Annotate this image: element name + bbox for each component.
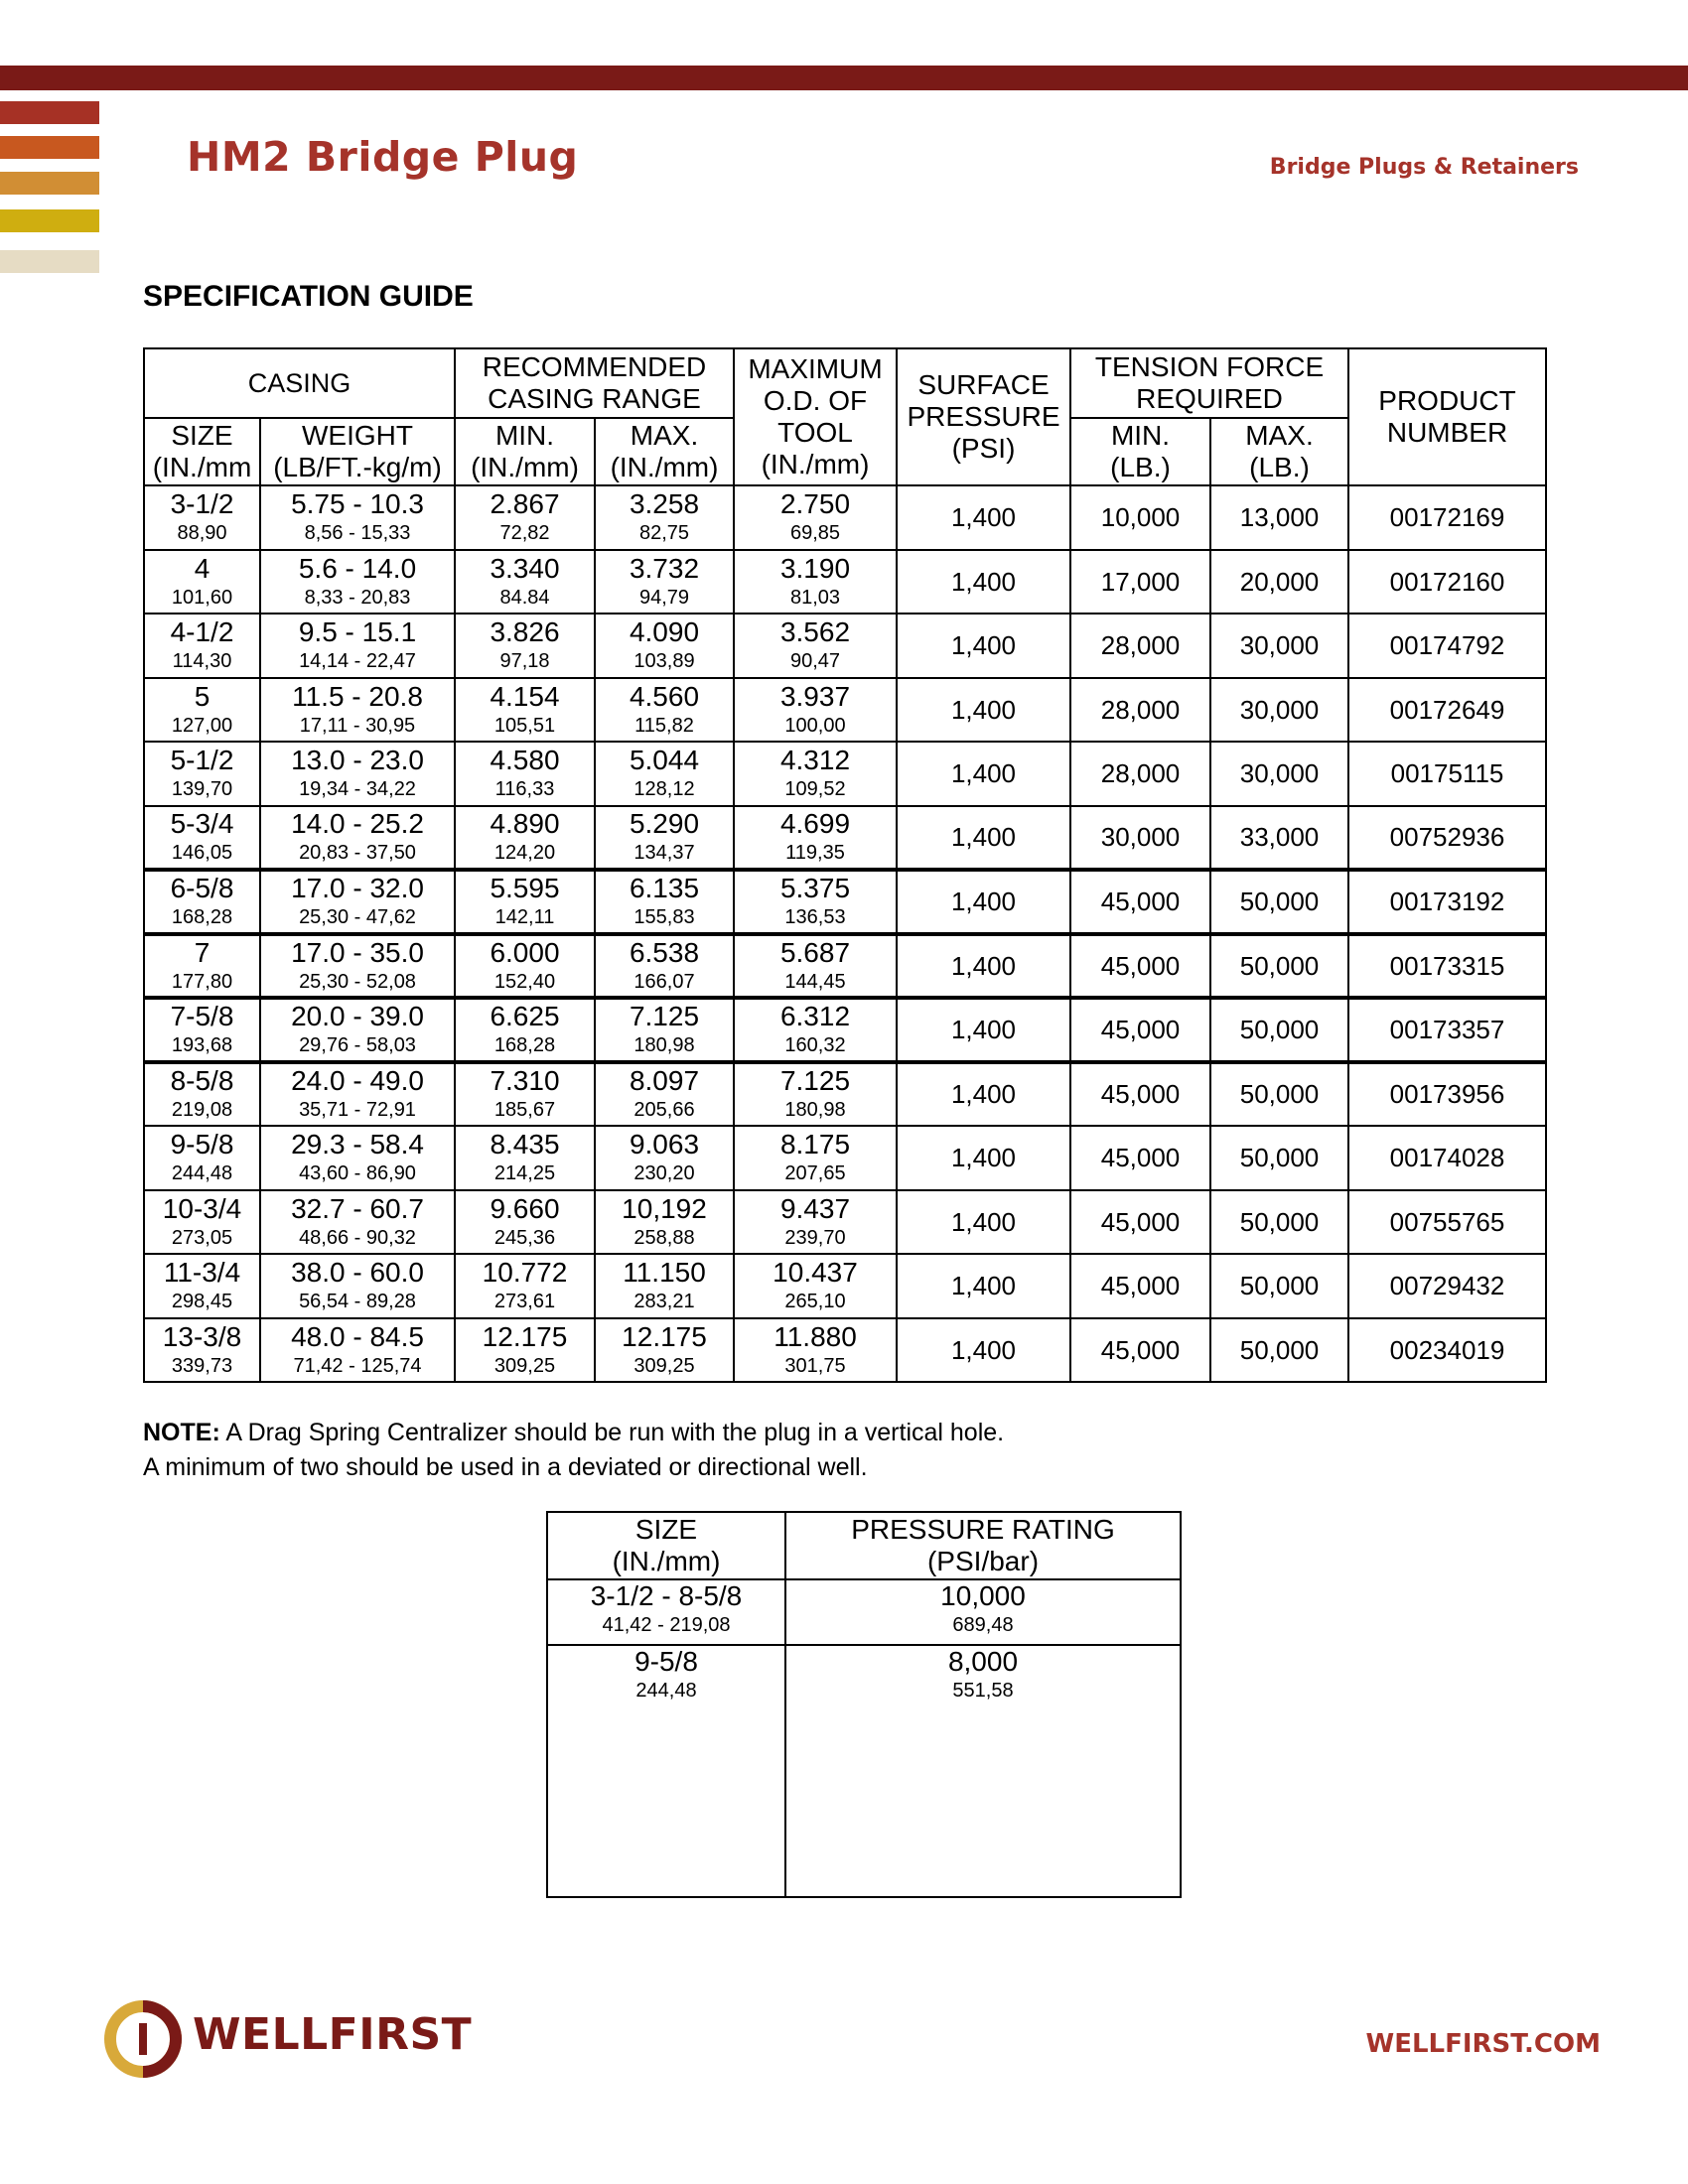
header-range-max: MAX. (IN./mm) — [595, 418, 734, 485]
size-cell: 10-3/4 273,05 — [144, 1190, 260, 1255]
table-row — [144, 1318, 1546, 1383]
header-casing: CASING — [144, 348, 455, 418]
note-label: NOTE: — [143, 1419, 220, 1446]
tension-max-cell: 50,000 — [1210, 1126, 1348, 1190]
size-cell: 3-1/2 88,90 — [144, 485, 260, 550]
note — [143, 1416, 1004, 1485]
header-tension-max: MAX. (LB.) — [1210, 418, 1348, 485]
range-max-cell: 8.097 205,66 — [595, 1062, 734, 1127]
size-cell: 5-1/2 139,70 — [144, 742, 260, 806]
range-max-cell: 4.090 103,89 — [595, 614, 734, 678]
weight-cell: 9.5 - 15.1 14,14 - 22,47 — [260, 614, 455, 678]
brand-name: WELLFIRST — [193, 2009, 473, 2060]
pressure-rating-cell: 10,000 689,48 — [785, 1579, 1181, 1645]
pressure-cell: 1,400 — [897, 998, 1070, 1062]
pressure-cell: 1,400 — [897, 870, 1070, 934]
header-recommended-range: RECOMMENDED CASING RANGE — [455, 348, 734, 418]
max-od-cell: 9.437 239,70 — [734, 1190, 897, 1255]
tension-max-cell: 30,000 — [1210, 678, 1348, 743]
weight-cell: 5.6 - 14.0 8,33 - 20,83 — [260, 550, 455, 614]
range-min-cell: 12.175 309,25 — [455, 1318, 595, 1383]
weight-cell: 5.75 - 10.3 8,56 - 15,33 — [260, 485, 455, 550]
note-text: A Drag Spring Centralizer should be run with the plug in a vertical hole. — [219, 1419, 1005, 1446]
pressure-cell: 1,400 — [897, 1190, 1070, 1255]
size-cell: 4 101,60 — [144, 550, 260, 614]
tension-min-cell: 28,000 — [1070, 614, 1210, 678]
weight-cell: 20.0 - 39.0 29,76 - 58,03 — [260, 998, 455, 1062]
range-max-cell: 3.258 82,75 — [595, 485, 734, 550]
header-max-od: MAXIMUM O.D. OF TOOL (IN./mm) — [734, 348, 897, 485]
header-size: SIZE (IN./mm) — [547, 1512, 785, 1579]
tension-min-cell: 28,000 — [1070, 678, 1210, 743]
table-row — [144, 678, 1546, 743]
pressure-cell: 1,400 — [897, 678, 1070, 743]
tension-min-cell: 45,000 — [1070, 870, 1210, 934]
website-link[interactable]: WELLFIRST.COM — [1365, 2029, 1601, 2059]
max-od-cell: 4.312 109,52 — [734, 742, 897, 806]
range-max-cell: 3.732 94,79 — [595, 550, 734, 614]
tension-min-cell: 17,000 — [1070, 550, 1210, 614]
max-od-cell: 7.125 180,98 — [734, 1062, 897, 1127]
range-min-cell: 9.660 245,36 — [455, 1190, 595, 1255]
tension-min-cell: 45,000 — [1070, 1062, 1210, 1127]
header-range-min: MIN. (IN./mm) — [455, 418, 595, 485]
range-max-cell: 10,192 258,88 — [595, 1190, 734, 1255]
weight-cell: 29.3 - 58.4 43,60 - 86,90 — [260, 1126, 455, 1190]
range-min-cell: 3.826 97,18 — [455, 614, 595, 678]
weight-cell: 38.0 - 60.0 56,54 - 89,28 — [260, 1254, 455, 1318]
note-line-1 — [143, 1416, 1004, 1450]
range-min-cell: 6.000 152,40 — [455, 934, 595, 999]
size-cell: 9-5/8 244,48 — [547, 1645, 785, 1897]
pressure-cell: 1,400 — [897, 485, 1070, 550]
max-od-cell: 3.190 81,03 — [734, 550, 897, 614]
max-od-cell: 3.562 90,47 — [734, 614, 897, 678]
table-row — [144, 614, 1546, 678]
table-row — [144, 806, 1546, 871]
pressure-rating-table — [546, 1511, 1182, 1898]
weight-cell: 14.0 - 25.2 20,83 - 37,50 — [260, 806, 455, 871]
range-min-cell: 6.625 168,28 — [455, 998, 595, 1062]
header-bar — [0, 66, 1688, 90]
max-od-cell: 3.937 100,00 — [734, 678, 897, 743]
size-cell: 6-5/8 168,28 — [144, 870, 260, 934]
weight-cell: 32.7 - 60.7 48,66 - 90,32 — [260, 1190, 455, 1255]
tension-min-cell: 45,000 — [1070, 1318, 1210, 1383]
range-min-cell: 8.435 214,25 — [455, 1126, 595, 1190]
header-stripe — [0, 172, 99, 195]
pressure-cell: 1,400 — [897, 934, 1070, 999]
max-od-cell: 8.175 207,65 — [734, 1126, 897, 1190]
header-tension-force: TENSION FORCE REQUIRED — [1070, 348, 1348, 418]
tension-min-cell: 45,000 — [1070, 998, 1210, 1062]
header-surface-pressure: SURFACE PRESSURE (PSI) — [897, 348, 1070, 485]
specification-table — [143, 347, 1547, 1383]
header-product-number: PRODUCT NUMBER — [1348, 348, 1546, 485]
tension-min-cell: 28,000 — [1070, 742, 1210, 806]
range-max-cell: 9.063 230,20 — [595, 1126, 734, 1190]
header-stripe — [0, 101, 99, 124]
weight-cell: 17.0 - 35.0 25,30 - 52,08 — [260, 934, 455, 999]
weight-cell: 24.0 - 49.0 35,71 - 72,91 — [260, 1062, 455, 1127]
tension-min-cell: 45,000 — [1070, 1126, 1210, 1190]
max-od-cell: 2.750 69,85 — [734, 485, 897, 550]
max-od-cell: 6.312 160,32 — [734, 998, 897, 1062]
section-title: SPECIFICATION GUIDE — [143, 280, 474, 313]
product-number-cell: 00173315 — [1348, 934, 1546, 999]
product-number-cell: 00173357 — [1348, 998, 1546, 1062]
table-row — [547, 1645, 1181, 1897]
max-od-cell: 4.699 119,35 — [734, 806, 897, 871]
tension-max-cell: 30,000 — [1210, 614, 1348, 678]
product-number-cell: 00234019 — [1348, 1318, 1546, 1383]
pressure-rating-cell: 8,000 551,58 — [785, 1645, 1181, 1897]
tension-min-cell: 45,000 — [1070, 1254, 1210, 1318]
pressure-cell: 1,400 — [897, 1318, 1070, 1383]
max-od-cell: 5.375 136,53 — [734, 870, 897, 934]
tension-max-cell: 13,000 — [1210, 485, 1348, 550]
range-min-cell: 5.595 142,11 — [455, 870, 595, 934]
range-min-cell: 4.890 124,20 — [455, 806, 595, 871]
note-line-2: A minimum of two should be used in a deviated or directional well. — [143, 1453, 868, 1481]
size-cell: 3-1/2 - 8-5/8 41,42 - 219,08 — [547, 1579, 785, 1645]
range-max-cell: 5.290 134,37 — [595, 806, 734, 871]
table-row — [144, 870, 1546, 934]
max-od-cell: 5.687 144,45 — [734, 934, 897, 999]
size-cell: 4-1/2 114,30 — [144, 614, 260, 678]
table-row — [144, 742, 1546, 806]
tension-max-cell: 30,000 — [1210, 742, 1348, 806]
pressure-cell: 1,400 — [897, 1254, 1070, 1318]
range-min-cell: 2.867 72,82 — [455, 485, 595, 550]
header-weight: WEIGHT (LB/FT.-kg/m) — [260, 418, 455, 485]
product-number-cell: 00172649 — [1348, 678, 1546, 743]
size-cell: 9-5/8 244,48 — [144, 1126, 260, 1190]
product-number-cell: 00175115 — [1348, 742, 1546, 806]
range-max-cell: 12.175 309,25 — [595, 1318, 734, 1383]
product-number-cell: 00174028 — [1348, 1126, 1546, 1190]
pressure-cell: 1,400 — [897, 550, 1070, 614]
range-min-cell: 10.772 273,61 — [455, 1254, 595, 1318]
product-number-cell: 00755765 — [1348, 1190, 1546, 1255]
size-cell: 7-5/8 193,68 — [144, 998, 260, 1062]
pressure-cell: 1,400 — [897, 1126, 1070, 1190]
range-max-cell: 6.538 166,07 — [595, 934, 734, 999]
range-max-cell: 7.125 180,98 — [595, 998, 734, 1062]
pressure-cell: 1,400 — [897, 806, 1070, 871]
weight-cell: 13.0 - 23.0 19,34 - 34,22 — [260, 742, 455, 806]
header-stripe — [0, 209, 99, 232]
size-cell: 13-3/8 339,73 — [144, 1318, 260, 1383]
size-cell: 5-3/4 146,05 — [144, 806, 260, 871]
product-number-cell: 00174792 — [1348, 614, 1546, 678]
product-number-cell: 00172169 — [1348, 485, 1546, 550]
size-cell: 5 127,00 — [144, 678, 260, 743]
size-cell: 7 177,80 — [144, 934, 260, 999]
range-max-cell: 6.135 155,83 — [595, 870, 734, 934]
table-row — [144, 1126, 1546, 1190]
range-max-cell: 4.560 115,82 — [595, 678, 734, 743]
header-pressure-rating: PRESSURE RATING (PSI/bar) — [785, 1512, 1181, 1579]
table-row — [547, 1579, 1181, 1645]
pressure-cell: 1,400 — [897, 1062, 1070, 1127]
product-number-cell: 00172160 — [1348, 550, 1546, 614]
document-title: HM2 Bridge Plug — [187, 133, 579, 181]
tension-max-cell: 50,000 — [1210, 1062, 1348, 1127]
table-row — [144, 1190, 1546, 1255]
table-row — [144, 1254, 1546, 1318]
range-min-cell: 4.154 105,51 — [455, 678, 595, 743]
table-row — [144, 998, 1546, 1062]
range-min-cell: 7.310 185,67 — [455, 1062, 595, 1127]
pressure-cell: 1,400 — [897, 614, 1070, 678]
header-size: SIZE (IN./mm — [144, 418, 260, 485]
size-cell: 11-3/4 298,45 — [144, 1254, 260, 1318]
tension-max-cell: 50,000 — [1210, 998, 1348, 1062]
product-number-cell: 00729432 — [1348, 1254, 1546, 1318]
tension-max-cell: 50,000 — [1210, 1318, 1348, 1383]
max-od-cell: 11.880 301,75 — [734, 1318, 897, 1383]
weight-cell: 17.0 - 32.0 25,30 - 47,62 — [260, 870, 455, 934]
document-category: Bridge Plugs & Retainers — [1269, 155, 1579, 180]
header-stripe — [0, 250, 99, 273]
header-stripe — [0, 136, 99, 159]
weight-cell: 11.5 - 20.8 17,11 - 30,95 — [260, 678, 455, 743]
table-row — [144, 934, 1546, 999]
table-row — [144, 1062, 1546, 1127]
table-row — [144, 550, 1546, 614]
tension-max-cell: 50,000 — [1210, 1190, 1348, 1255]
size-cell: 8-5/8 219,08 — [144, 1062, 260, 1127]
weight-cell: 48.0 - 84.5 71,42 - 125,74 — [260, 1318, 455, 1383]
tension-min-cell: 10,000 — [1070, 485, 1210, 550]
tension-max-cell: 50,000 — [1210, 1254, 1348, 1318]
range-max-cell: 5.044 128,12 — [595, 742, 734, 806]
pressure-cell: 1,400 — [897, 742, 1070, 806]
product-number-cell: 00752936 — [1348, 806, 1546, 871]
tension-max-cell: 33,000 — [1210, 806, 1348, 871]
product-number-cell: 00173192 — [1348, 870, 1546, 934]
tension-min-cell: 30,000 — [1070, 806, 1210, 871]
header-tension-min: MIN. (LB.) — [1070, 418, 1210, 485]
max-od-cell: 10.437 265,10 — [734, 1254, 897, 1318]
range-min-cell: 3.340 84.84 — [455, 550, 595, 614]
tension-min-cell: 45,000 — [1070, 934, 1210, 999]
tension-min-cell: 45,000 — [1070, 1190, 1210, 1255]
wellfirst-logo-icon — [103, 1999, 183, 2079]
table-row — [144, 485, 1546, 550]
tension-max-cell: 50,000 — [1210, 934, 1348, 999]
tension-max-cell: 50,000 — [1210, 870, 1348, 934]
product-number-cell: 00173956 — [1348, 1062, 1546, 1127]
range-min-cell: 4.580 116,33 — [455, 742, 595, 806]
range-max-cell: 11.150 283,21 — [595, 1254, 734, 1318]
tension-max-cell: 20,000 — [1210, 550, 1348, 614]
